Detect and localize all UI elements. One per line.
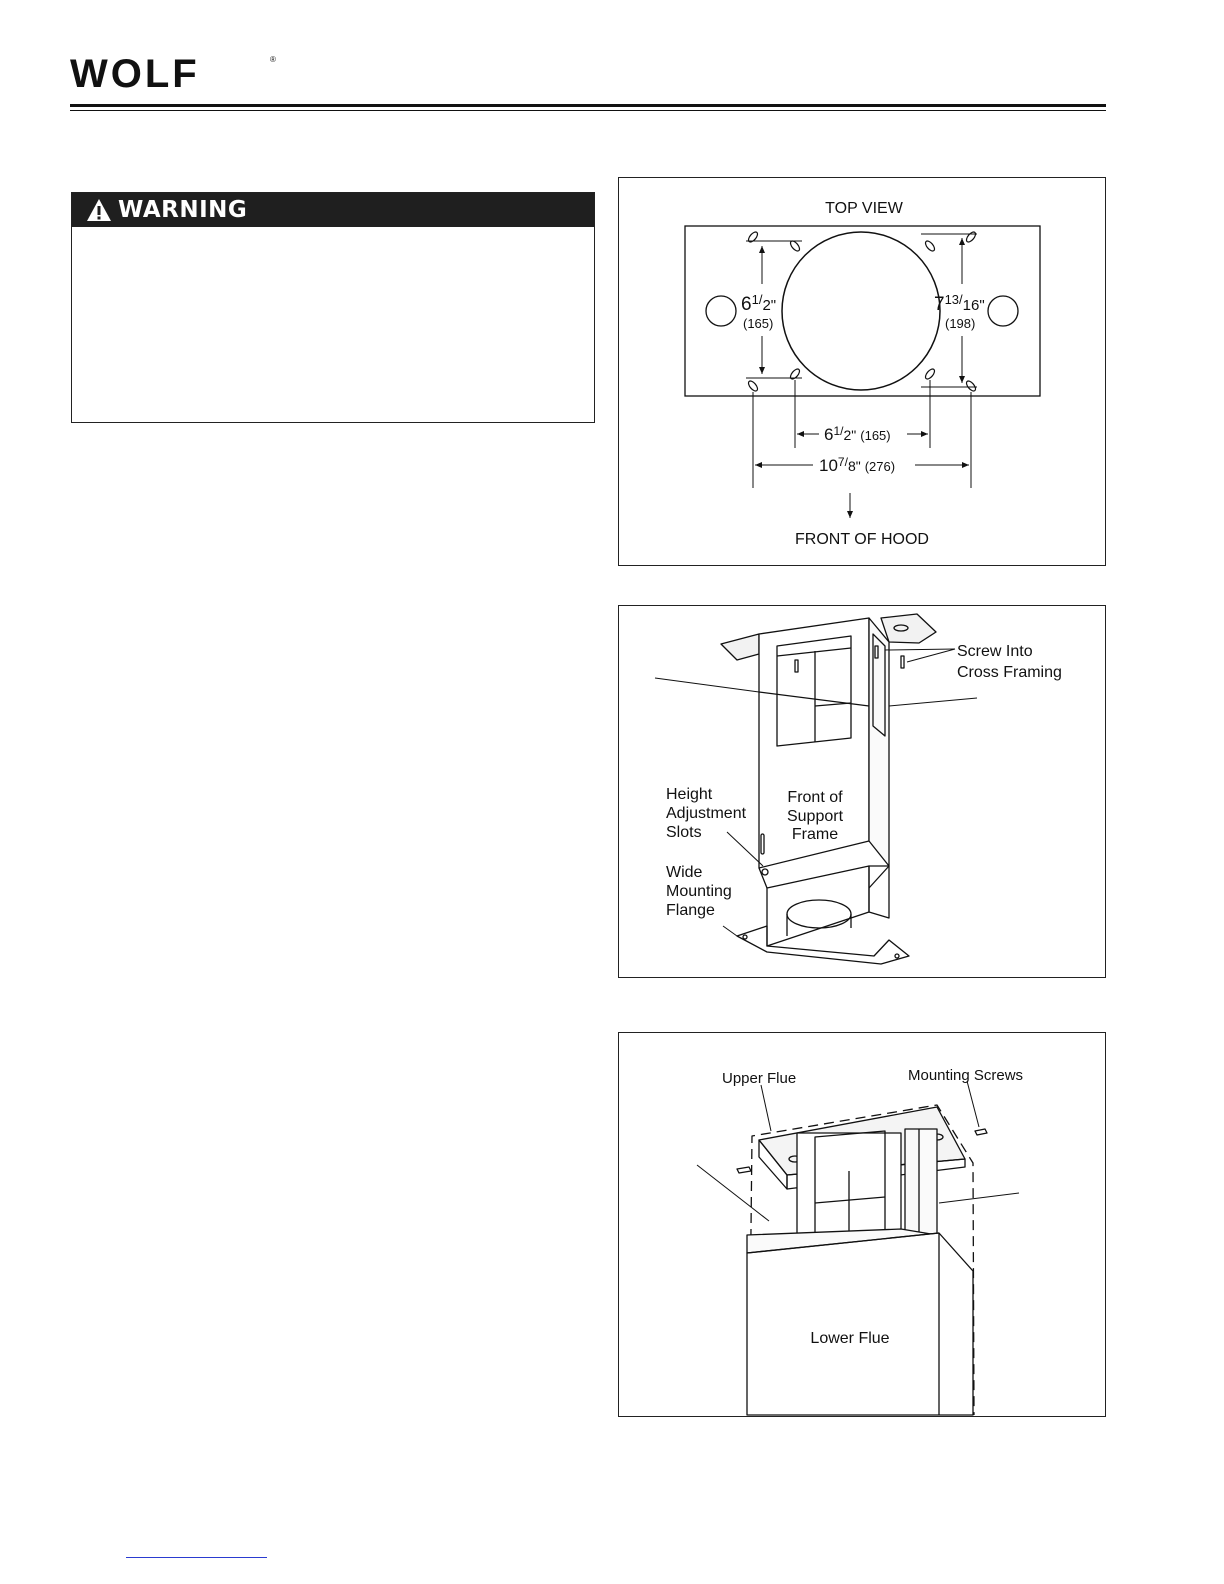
dim-inner: $6^1/_{2"}$ (165) [824, 424, 891, 444]
front-label-line1: Front of [787, 789, 843, 806]
footer-link-underline[interactable] [126, 1557, 267, 1558]
warning-box [71, 192, 595, 423]
mounting-plate [685, 226, 1040, 396]
front-label-line2: Support [786, 808, 844, 825]
flue-figure [618, 1032, 1106, 1417]
lower-flue-label: Lower Flue [810, 1330, 890, 1347]
side-hole-left [706, 296, 736, 326]
flange-label-line2: Mounting [666, 883, 732, 900]
warning-header [72, 193, 594, 227]
height-label-line2: Adjustment [666, 805, 747, 822]
screw-label-line2: Cross Framing [957, 664, 1062, 681]
front-label-line3: Frame [791, 826, 839, 843]
header-rule-thin [70, 110, 1106, 111]
mounting-screws-label: Mounting Screws [908, 1067, 1024, 1084]
warning-title: WARNING [118, 197, 248, 223]
dim-right: $7^{13}/_{16"}$ [934, 292, 985, 315]
dim-outer: $10^7/_{8"}$ (276) [819, 455, 896, 475]
flue-drawing [737, 1105, 987, 1415]
brand-name: WOLF [70, 52, 200, 92]
top-view-title: TOP VIEW [825, 200, 903, 217]
upper-flue-label: Upper Flue [722, 1070, 797, 1087]
flange-label-line3: Flange [666, 902, 715, 919]
front-of-hood-label: FRONT OF HOOD [795, 531, 929, 548]
side-hole-right [988, 296, 1018, 326]
registered-mark: ® [270, 55, 276, 64]
duct-opening [782, 232, 940, 390]
dim-left-mm: (165) [743, 316, 774, 331]
dim-right-mm: (198) [945, 316, 976, 331]
height-label-line3: Slots [666, 824, 702, 841]
flange-label-line1: Wide [666, 864, 703, 881]
support-frame-figure [618, 605, 1106, 978]
dim-left: $6^1/_{2"}$ [741, 292, 777, 315]
height-label-line1: Height [666, 786, 713, 803]
top-view-figure [618, 177, 1106, 566]
screw-label-line1: Screw Into [957, 643, 1033, 660]
warning-triangle-icon [86, 198, 112, 222]
header-rule [70, 104, 1106, 107]
wolf-logo [70, 52, 280, 92]
